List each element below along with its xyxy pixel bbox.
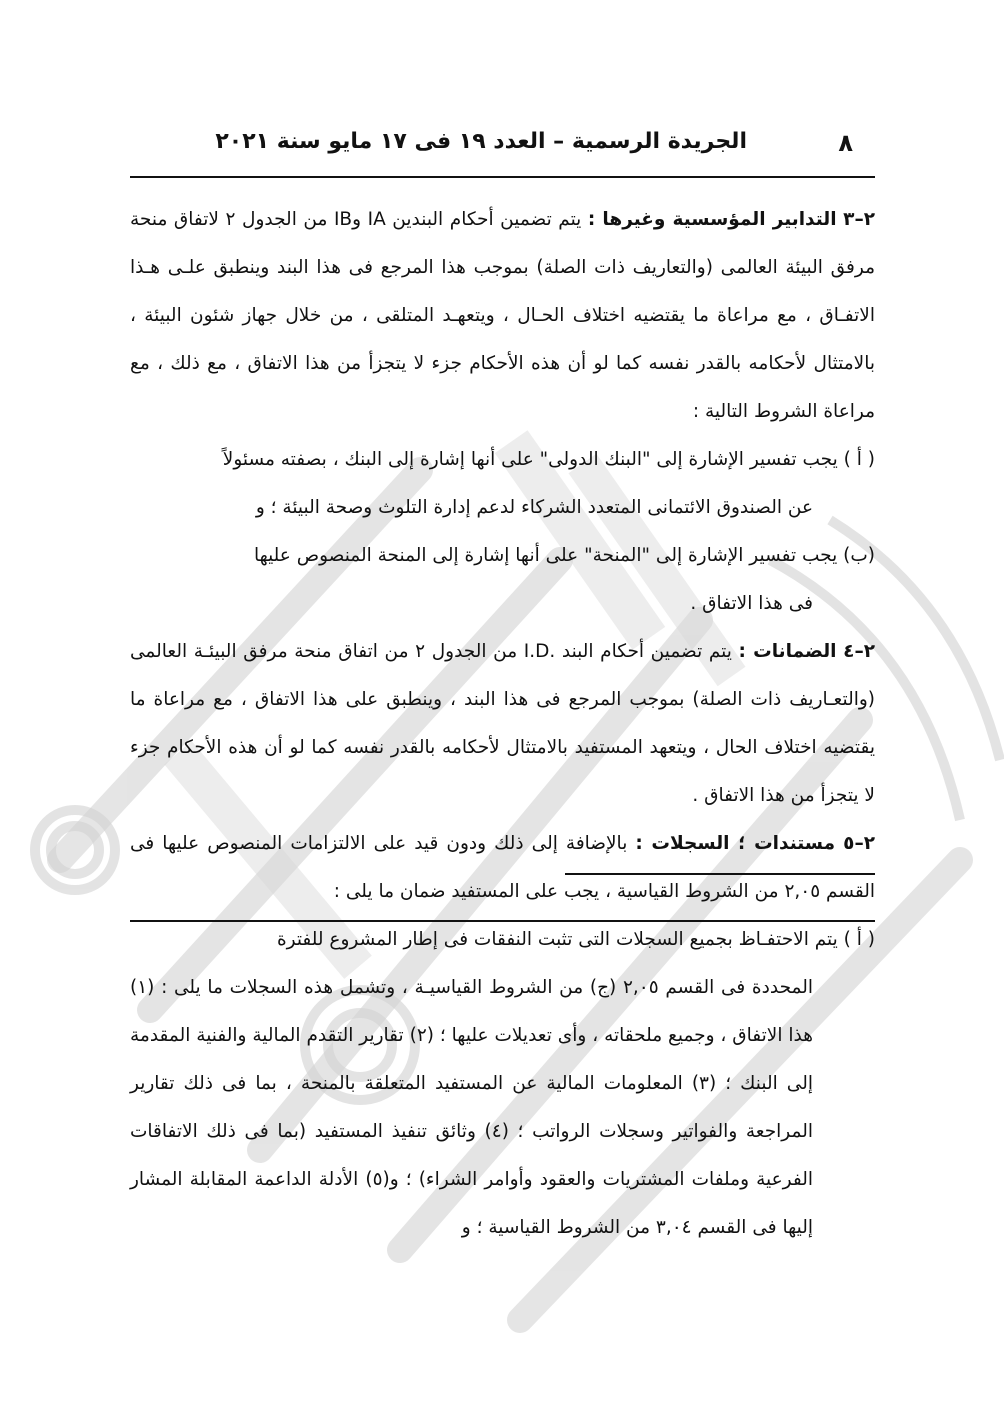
section-2-3-text: يتم تضمين أحكام البندين IA وIB من الجدول ٢ لاتفاق منحة مرفق البيئة العالمى (والتعاريف ذات الصلة) بموجب هذا المرجع فى هذا البند وينطبق علـى هـذا الاتفـاق ، مع مراعاة ما يقتضيه اختلاف الحـال ، ويتعهـد المتلقى ، من خلال جهاز شئون البيئة ، بالامتثال لأحكامه بالقدر نفسه كما لو أن هذه الأحكام جزء لا يتجزأ من هذا الاتفاق ، مع ذلك ، مع مراعاة الشروط التالية : [130,209,875,422]
section-2-4 [130,628,875,820]
page-number: ٨ [838,129,853,157]
item-continuation: المحددة فى القسم ٢,٠٥ (ج) من الشروط القياسيـة ، وتشمل هذه السجلات ما يلى : (١) هذا الاتفاق ، وجميع ملحقاته ، وأى تعديلات عليها ؛ (٢) تقارير التقدم المالية والفنية المقدمة إلى البنك ؛ (٣) المعلومات المالية عن المستفيد المتعلقة بالمنحة ، بما فى ذلك تقارير المراجعة والفواتير وسجلات الرواتب ؛ (٤) وثائق تنفيذ المستفيد (بما فى ذلك الاتفاقات الفرعية وملفات المشتريات والعقود وأوامر الشراء) ؛ و(٥) الأدلة الداعمة المقابلة المشار إليها فى القسم ٣,٠٤ من الشروط القياسية ؛ و [130,977,813,1238]
item-continuation: فى هذا الاتفاق . [690,593,813,614]
document-body [130,196,875,1252]
item-marker: (ب) [843,545,875,566]
item-text: يتم الاحتفـاظ بجميع السجلات التى تثبت النفقات فى إطار المشروع للفترة [276,929,838,950]
section-2-3-title: التدابير المؤسسية وغيرها : [587,209,837,230]
item-text: يجب تفسير الإشارة إلى "البنك الدولى" على أنها إشارة إلى البنك ، بصفته مسئولاً [222,449,838,470]
section-2-4-text: يتم تضمين أحكام البند .I.D من الجدول ٢ من اتفاق منحة مرفق البيئـة العالمى (والتعـاريف ذات الصلة) بموجب المرجع فى هذا البند ، وينطبق على هذا الاتفاق ، مع مراعاة ما يقتضيه اختلاف الحال ، ويتعهد المستفيد بالامتثال لأحكامه بالقدر نفسه كما لو أن هذه الأحكام جزء لا يتجزأ من هذا الاتفاق . [130,641,875,806]
page-header [130,125,875,171]
section-2-4-number: ٢–٤ [843,641,875,662]
section-2-5-text: بالإضافة إلى ذلك ودون قيد على الالتزامات المنصوص عليها فى القسم ٢,٠٥ من الشروط القياسية ، يجب على المستفيد ضمان ما يلى : [130,833,875,902]
item-text: يجب تفسير الإشارة إلى "المنحة" على أنها إشارة إلى المنحة المنصوص عليها [253,545,838,566]
section-2-3 [130,196,875,436]
section-2-4-title: الضمانات : [738,641,837,662]
item-continuation: عن الصندوق الائتمانى المتعدد الشركاء لدعم إدارة التلوث وصحة البيئة ؛ و [255,497,813,518]
underline-rule-2 [130,920,875,922]
header-divider [130,176,875,178]
section-2-3-item-a [130,436,875,532]
item-marker: ( أ ) [843,929,875,950]
section-2-5-number: ٢–٥ [843,833,875,854]
section-2-3-item-b [130,532,875,628]
item-marker: ( أ ) [843,449,875,470]
section-2-5-title: مستندات ؛ السجلات : [635,833,836,854]
section-2-5 [130,820,875,916]
running-head: الجريدة الرسمية – العدد ١٩ فى ١٧ مايو سنة ٢٠٢١ [215,129,747,154]
section-2-5-item-a [130,916,875,1252]
section-2-3-number: ٢–٣ [843,209,875,230]
underline-rule-1 [565,873,875,875]
